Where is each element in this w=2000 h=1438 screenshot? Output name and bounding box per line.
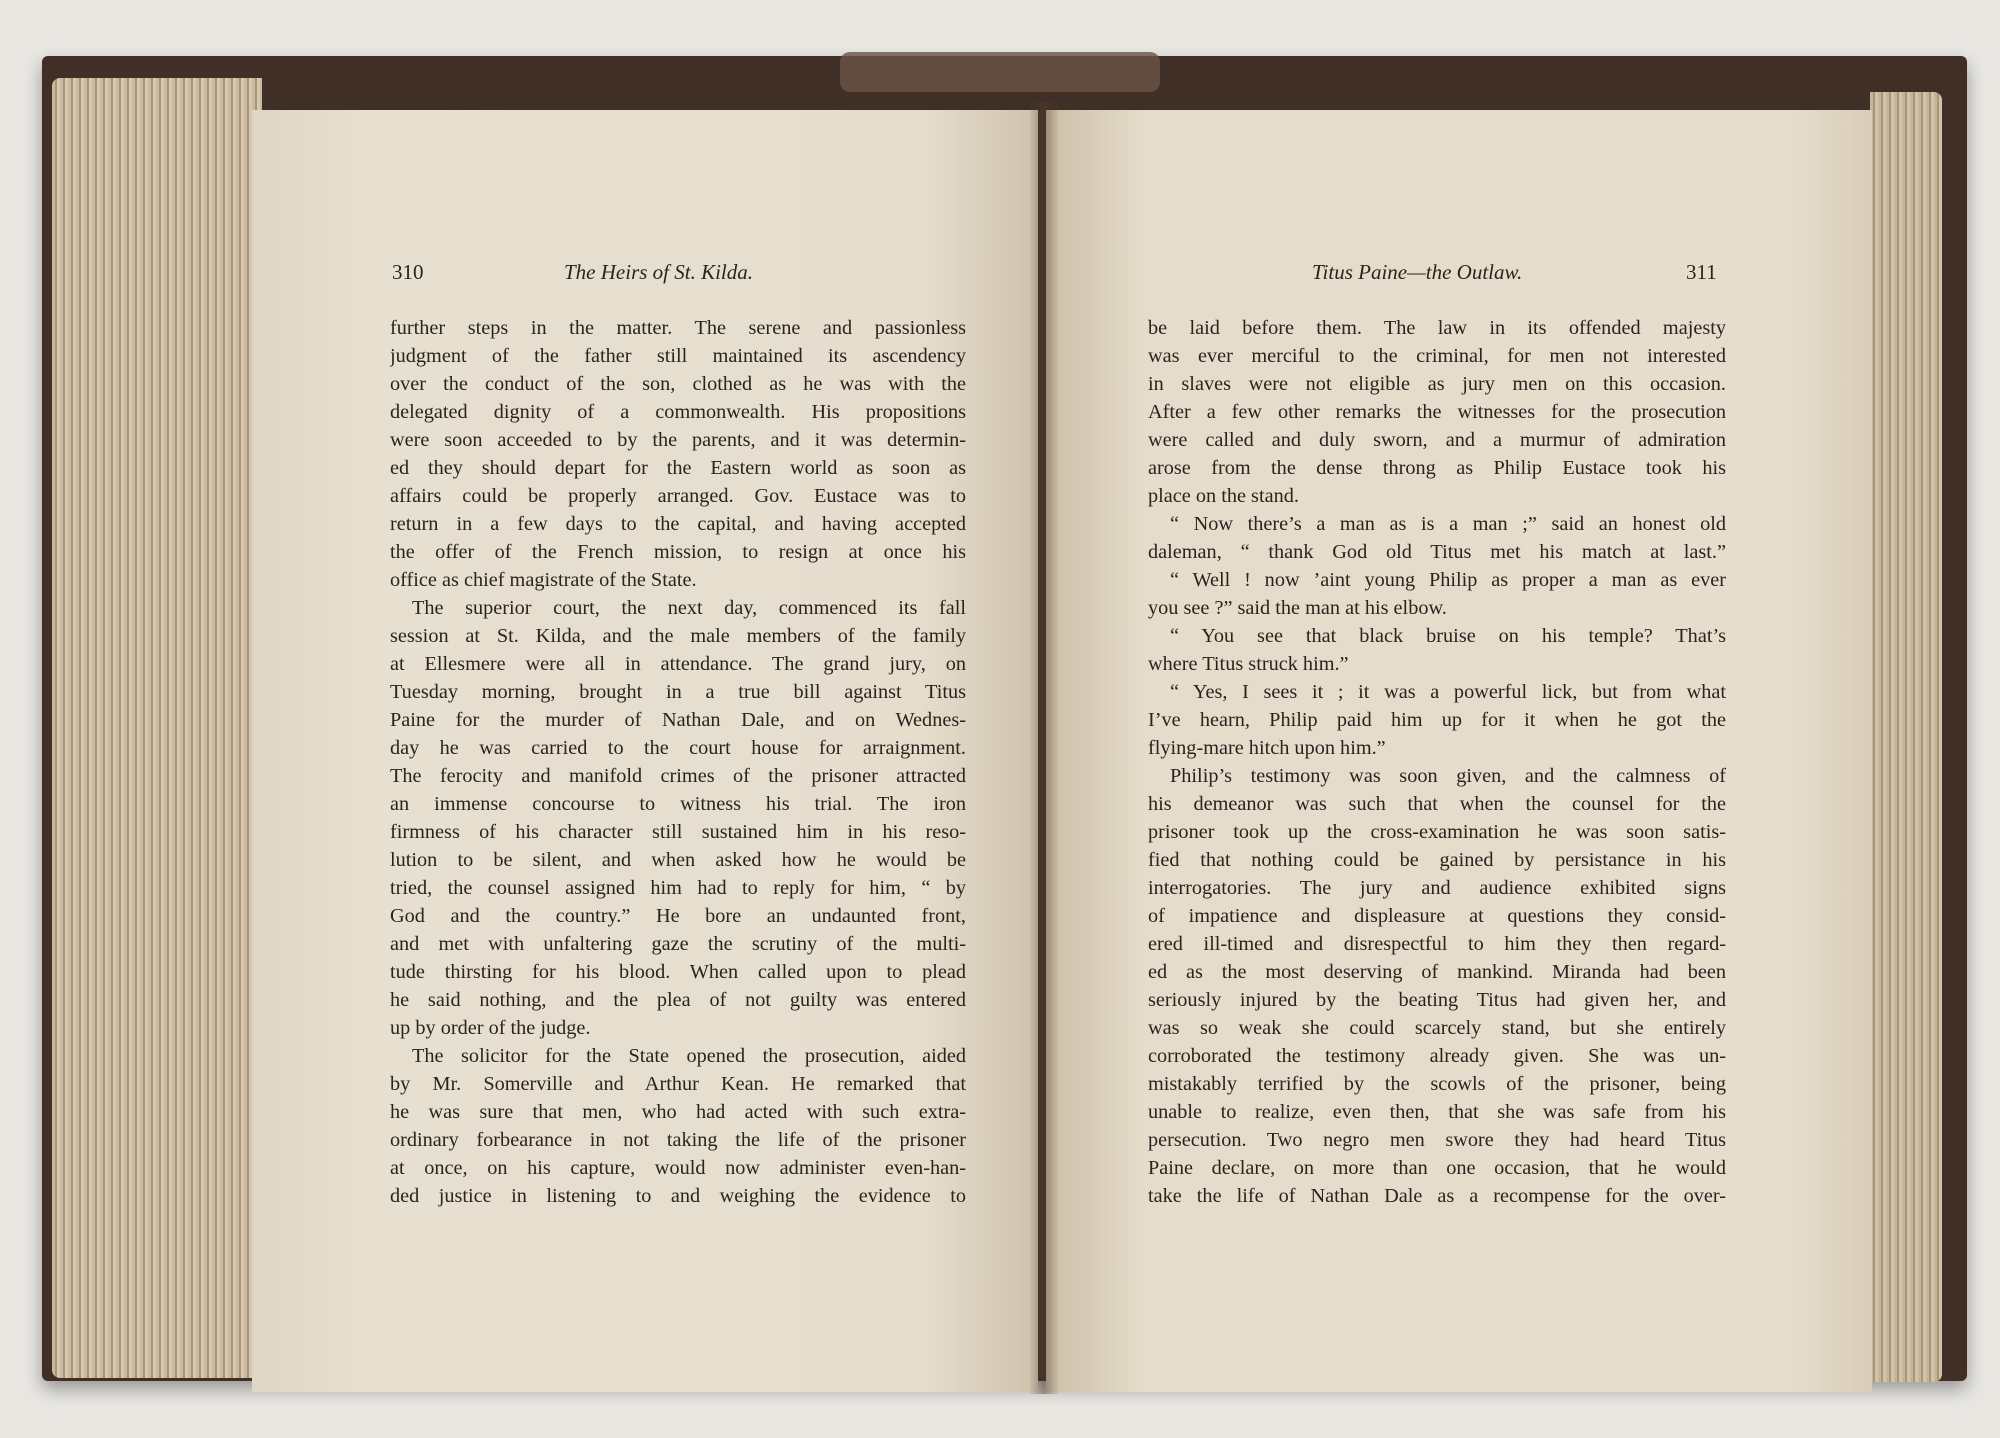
text-line: prisoner took up the cross-examination he was soon satis- bbox=[1148, 821, 1726, 843]
text-line: where Titus struck him.” bbox=[1148, 653, 1349, 675]
text-line: ordinary forbearance in not taking the life of the prisoner bbox=[390, 1129, 966, 1151]
text-line: judgment of the father still maintained its ascendency bbox=[390, 345, 966, 367]
text-line: by Mr. Somerville and Arthur Kean. He remarked that bbox=[390, 1073, 966, 1095]
text-line: ed as the most deserving of mankind. Miranda had been bbox=[1148, 961, 1726, 983]
text-line: at once, on his capture, would now administer even-han- bbox=[390, 1157, 966, 1179]
right-page-number: 311 bbox=[1686, 260, 1717, 284]
left-running-title: The Heirs of St. Kilda. bbox=[564, 260, 754, 284]
text-line: corroborated the testimony already given. She was un- bbox=[1148, 1045, 1726, 1067]
text-line: he was sure that men, who had acted with such extra- bbox=[390, 1101, 966, 1123]
right-page-text bbox=[1148, 314, 1726, 1210]
right-page bbox=[1046, 110, 1872, 1392]
right-running-title: Titus Paine—the Outlaw. bbox=[1312, 260, 1523, 284]
text-line: further steps in the matter. The serene and passionless bbox=[390, 317, 966, 339]
text-line: “ Yes, I sees it ; it was a powerful lick, but from what bbox=[1170, 681, 1726, 703]
text-line: lution to be silent, and when asked how he would be bbox=[390, 849, 966, 871]
text-line: unable to realize, even then, that she was safe from his bbox=[1148, 1101, 1726, 1123]
text-line: interrogatories. The jury and audience exhibited signs bbox=[1148, 877, 1726, 899]
text-line: persecution. Two negro men swore they had heard Titus bbox=[1148, 1129, 1726, 1151]
text-line: was ever merciful to the criminal, for men not interested bbox=[1148, 345, 1726, 367]
text-line: fied that nothing could be gained by persistance in his bbox=[1148, 849, 1726, 871]
text-line: the offer of the French mission, to resign at once his bbox=[390, 541, 966, 563]
left-running-head bbox=[252, 260, 1038, 294]
text-line: God and the country.” He bore an undaunted front, bbox=[390, 905, 966, 927]
text-line: The superior court, the next day, commenced its fall bbox=[412, 597, 966, 619]
text-line: his demeanor was such that when the counsel for the bbox=[1148, 793, 1726, 815]
text-line: of impatience and displeasure at questions they consid- bbox=[1148, 905, 1726, 927]
text-line: an immense concourse to witness his trial. The iron bbox=[390, 793, 966, 815]
left-page bbox=[252, 110, 1038, 1392]
right-running-head bbox=[1046, 260, 1872, 294]
text-line: he said nothing, and the plea of not guilty was entered bbox=[390, 989, 966, 1011]
text-line: delegated dignity of a commonwealth. His propositions bbox=[390, 401, 966, 423]
text-line: ered ill-timed and disrespectful to him they then regard- bbox=[1148, 933, 1726, 955]
text-line: take the life of Nathan Dale as a recompense for the over- bbox=[1148, 1185, 1726, 1207]
text-line: flying-mare hitch upon him.” bbox=[1148, 737, 1386, 759]
text-line: firmness of his character still sustained him in his reso- bbox=[390, 821, 966, 843]
text-line: After a few other remarks the witnesses for the prosecution bbox=[1148, 401, 1726, 423]
text-line: The solicitor for the State opened the prosecution, aided bbox=[412, 1045, 966, 1067]
text-line: at Ellesmere were all in attendance. The grand jury, on bbox=[390, 653, 966, 675]
text-line: “ You see that black bruise on his temple? That’s bbox=[1170, 625, 1726, 647]
text-line: over the conduct of the son, clothed as he was with the bbox=[390, 373, 966, 395]
text-line: were soon acceeded to by the parents, and it was determin- bbox=[390, 429, 966, 451]
text-line: office as chief magistrate of the State. bbox=[390, 569, 697, 591]
text-line: daleman, “ thank God old Titus met his match at last.” bbox=[1148, 541, 1726, 563]
text-line: was so weak she could scarcely stand, but she entirely bbox=[1148, 1017, 1726, 1039]
text-line: The ferocity and manifold crimes of the prisoner attracted bbox=[390, 765, 966, 787]
text-line: you see ?” said the man at his elbow. bbox=[1148, 597, 1447, 619]
text-line: place on the stand. bbox=[1148, 485, 1299, 507]
text-line: I’ve hearn, Philip paid him up for it when he got the bbox=[1148, 709, 1726, 731]
text-line: in slaves were not eligible as jury men on this occasion. bbox=[1148, 373, 1726, 395]
text-line: arose from the dense throng as Philip Eustace took his bbox=[1148, 457, 1726, 479]
book-gutter-shadow bbox=[1030, 102, 1058, 1394]
text-line: tried, the counsel assigned him had to reply for him, “ by bbox=[390, 877, 966, 899]
left-page-number: 310 bbox=[392, 260, 424, 284]
text-line: Philip’s testimony was soon given, and the calmness of bbox=[1170, 765, 1726, 787]
text-line: mistakably terrified by the scowls of the prisoner, being bbox=[1148, 1073, 1726, 1095]
left-page-text bbox=[390, 314, 966, 1210]
book-spine-edge bbox=[840, 52, 1160, 92]
text-line: Tuesday morning, brought in a true bill against Titus bbox=[390, 681, 966, 703]
left-page-edges bbox=[52, 78, 262, 1378]
text-line: Paine declare, on more than one occasion, that he would bbox=[1148, 1157, 1726, 1179]
text-line: ded justice in listening to and weighing the evidence to bbox=[390, 1185, 966, 1207]
text-line: tude thirsting for his blood. When called upon to plead bbox=[390, 961, 966, 983]
text-line: “ Well ! now ’aint young Philip as proper a man as ever bbox=[1170, 569, 1726, 591]
text-line: affairs could be properly arranged. Gov. Eustace was to bbox=[390, 485, 966, 507]
text-line: return in a few days to the capital, and having accepted bbox=[390, 513, 966, 535]
text-line: seriously injured by the beating Titus had given her, and bbox=[1148, 989, 1726, 1011]
text-line: ed they should depart for the Eastern world as soon as bbox=[390, 457, 966, 479]
text-line: day he was carried to the court house for arraignment. bbox=[390, 737, 966, 759]
text-line: up by order of the judge. bbox=[390, 1017, 591, 1039]
text-line: were called and duly sworn, and a murmur of admiration bbox=[1148, 429, 1726, 451]
text-line: Paine for the murder of Nathan Dale, and on Wednes- bbox=[390, 709, 966, 731]
text-line: and met with unfaltering gaze the scrutiny of the multi- bbox=[390, 933, 966, 955]
text-line: “ Now there’s a man as is a man ;” said an honest old bbox=[1170, 513, 1726, 535]
text-line: session at St. Kilda, and the male members of the family bbox=[390, 625, 966, 647]
text-line: be laid before them. The law in its offended majesty bbox=[1148, 317, 1726, 339]
right-page-edges bbox=[1870, 92, 1942, 1382]
